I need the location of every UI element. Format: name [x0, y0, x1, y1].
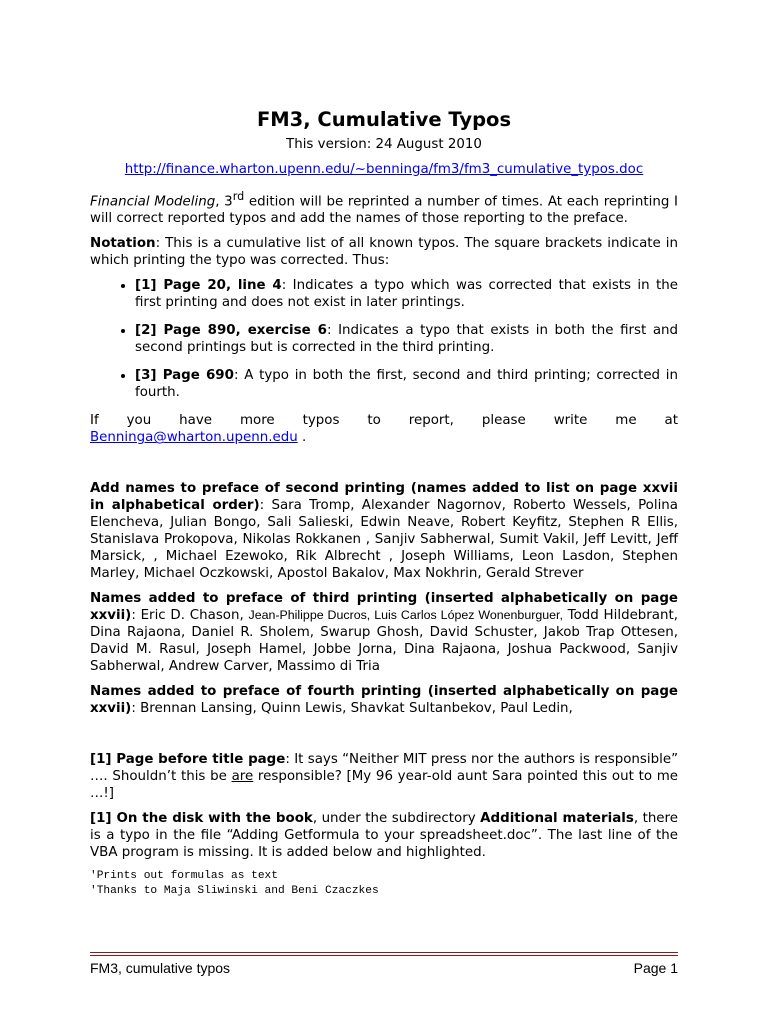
footer-rule: [90, 955, 678, 956]
footer-rule: [90, 952, 678, 953]
notation-label: Notation: [90, 236, 156, 252]
email-link[interactable]: Benninga@wharton.upenn.edu: [90, 430, 298, 446]
bullet-item: • [3] Page 690: A typo in both the first, second and third printing; corrected in fourth.: [135, 367, 678, 401]
page-number: Page 1: [633, 960, 678, 976]
code-line: 'Prints out formulas as text: [90, 870, 278, 883]
code-block: [90, 869, 678, 899]
bullet-item: • [2] Page 890, exercise 6: Indicates a typo that exists in both the first and second printings but is corrected in the third printing.: [135, 322, 678, 356]
document-url-link[interactable]: http://finance.wharton.upenn.edu/~benninga/fm3/fm3_cumulative_typos.doc: [124, 162, 644, 177]
version-line: This version: 24 August 2010: [286, 137, 482, 152]
book-title: Financial Modeling: [90, 194, 216, 210]
notation-bullet-list: [90, 277, 678, 401]
second-printing-paragraph: Add names to preface of second printing (names added to list on page xxvii in alphabetical order): Sara Tromp, Alexander Nagornov, Roberto Wessels, Polina Elencheva, Julian Bongo, Sali Salieski, Edwin Neave, Robert Keyfitz, Stephen R Ellis, Stanislava Prokopova, Nikolas Rokkanen , Sanjiv Sabherwal, Sumit Vakil, Jeff Levitt, Jeff Marsick, , Michael Ezewoko, Rik Albrecht , Joseph Williams, Leon Lasdon, Stephen Marley, Michael Oczkowski, Apostol Bakalov, Max Nokhrin, Gerald Strever: [90, 481, 678, 582]
disk-typo-paragraph: [1] On the disk with the book, under the subdirectory Additional materials, there is a typo in the file “Adding Getformula to your spreadsheet.doc”. The last line of the VBA program is missing. It is added below and highlighted.: [90, 811, 678, 861]
code-line: 'Thanks to Maja Sliwinski and Beni Czaczkes: [90, 885, 379, 898]
report-line: If you have more typos to report, please write me at: [90, 413, 678, 429]
edition-superscript: rd: [232, 190, 245, 203]
title-page-typo-paragraph: [1] Page before title page: It says “Neither MIT press nor the authors is responsible” …. Shouldn’t this be are responsible? [My 96 year-old aunt Sara pointed this out to me …!]: [90, 752, 679, 802]
third-printing-paragraph: Names added to preface of third printing (inserted alphabetically on page xxvii): Eric D. Chason, Jean-Philippe Ducros, Luis Carlos López Wonenburguer, Todd Hildebrant, Dina Rajaona, Daniel R. Sholem, Swarup Ghosh, David Schuster, Jakob Trap Ottesen, David M. Rasul, Joseph Hamel, Jobbe Jorna, Dina Rajaona, Joshua Packwood, Sanjiv Sabherwal, Andrew Carver, Massimo di Tria: [90, 591, 679, 675]
notation-paragraph: Notation: This is a cumulative list of all known typos. The square brackets indicate in which printing the typo was corrected. Thus:: [90, 236, 678, 269]
document-title: FM3, Cumulative Typos: [256, 108, 512, 131]
footer-title: FM3, cumulative typos: [90, 960, 231, 976]
document-body: [90, 108, 678, 899]
fourth-printing-paragraph: Names added to preface of fourth printing (inserted alphabetically on page xxvii): Brennan Lansing, Quinn Lewis, Shavkat Sultanbekov, Paul Ledin,: [90, 684, 678, 717]
intro-paragraph: Financial Modeling, 3rd edition will be reprinted a number of times. At each reprinting I will correct reported typos and add the names of those reporting to the preface.: [90, 190, 678, 227]
url-line: [90, 161, 678, 178]
report-paragraph: If you have more typos to report, please write me at Benninga@wharton.upenn.edu .: [90, 413, 678, 446]
bullet-item: • [1] Page 20, line 4: Indicates a typo which was corrected that exists in the first printing and does not exist in later printings.: [135, 277, 678, 311]
page-footer: [90, 960, 678, 977]
